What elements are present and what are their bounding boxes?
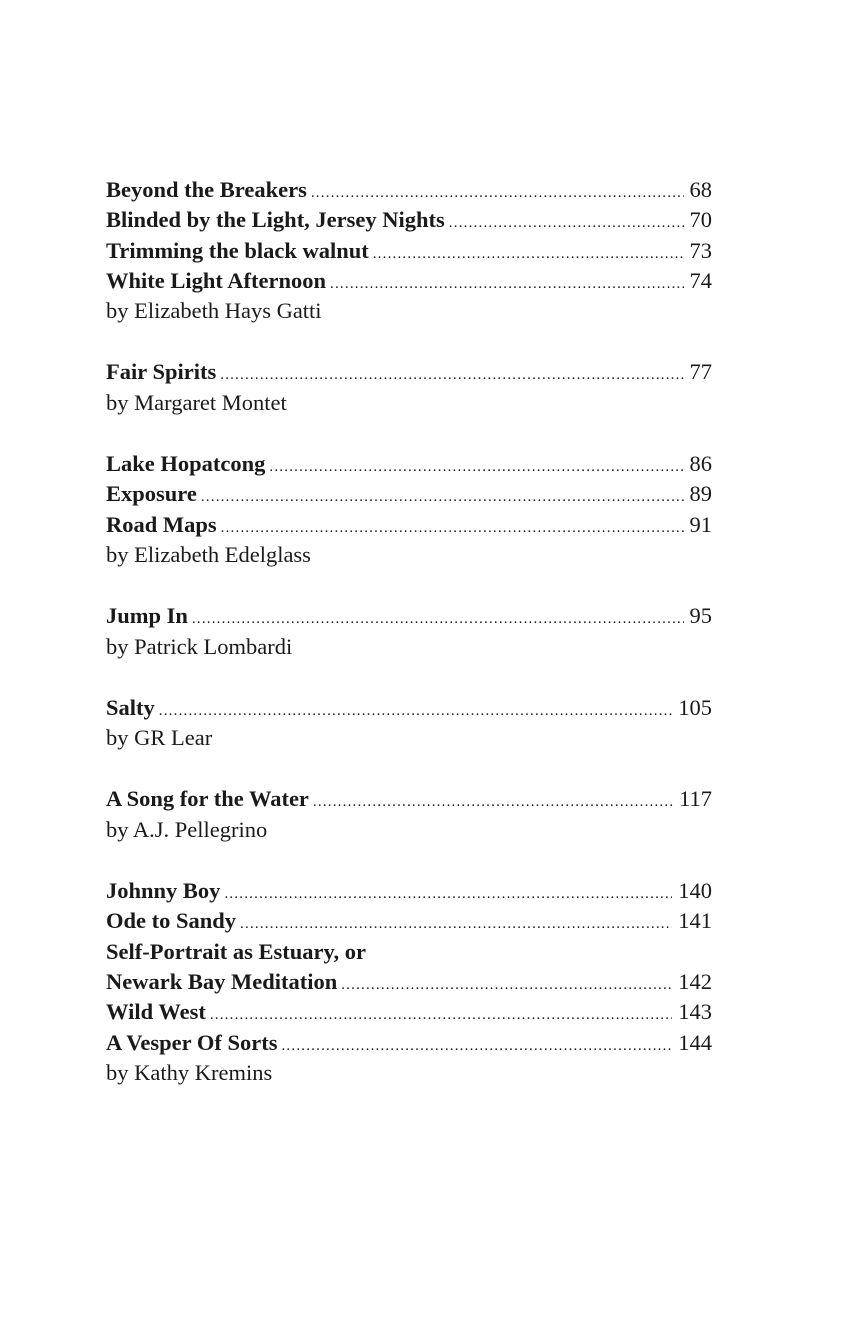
dot-leader (330, 269, 683, 299)
author-byline: by A.J. Pellegrino (106, 816, 268, 842)
entry-title: Blinded by the Light, Jersey Nights (106, 207, 445, 233)
entry-title: Johnny Boy (106, 878, 221, 904)
toc-entry (106, 205, 712, 235)
dot-leader (221, 513, 684, 543)
page-number: 73 (689, 237, 712, 263)
toc-entry (106, 997, 712, 1027)
dot-leader (159, 696, 672, 726)
dot-leader (240, 909, 672, 939)
entry-title: Newark Bay Meditation (106, 968, 338, 994)
toc-entry (106, 357, 712, 387)
entry-title: Ode to Sandy (106, 908, 237, 934)
toc-entry (106, 236, 712, 266)
toc-entry (106, 449, 712, 479)
author-byline: by Kathy Kremins (106, 1059, 273, 1085)
author-byline: by Elizabeth Edelglass (106, 541, 311, 567)
toc-group (106, 175, 712, 326)
dot-leader (373, 239, 684, 269)
entry-title: Fair Spirits (106, 359, 217, 385)
toc-entry (106, 266, 712, 296)
entry-title: Exposure (106, 481, 197, 507)
dot-leader (311, 178, 684, 208)
page-number: 77 (689, 359, 712, 385)
dot-leader (341, 970, 672, 1000)
author-byline: by GR Lear (106, 725, 213, 751)
entry-title: White Light Afternoon (106, 267, 327, 293)
page-number: 95 (689, 603, 712, 629)
dot-leader (269, 452, 683, 482)
toc-group (106, 876, 712, 1088)
dot-leader (210, 1000, 672, 1030)
dot-leader (224, 879, 672, 909)
dot-leader (220, 360, 683, 390)
toc-entry (106, 967, 712, 997)
author-byline: by Margaret Montet (106, 389, 287, 415)
toc-entry (106, 784, 712, 814)
page-number: 74 (689, 267, 712, 293)
dot-leader (192, 604, 684, 634)
toc-entry (106, 479, 712, 509)
page-number: 70 (689, 207, 712, 233)
toc-entry (106, 937, 712, 967)
dot-leader (313, 787, 673, 817)
page-number: 68 (689, 177, 712, 202)
page-number: 86 (689, 451, 712, 477)
author-byline: by Patrick Lombardi (106, 633, 293, 659)
toc-entry (106, 906, 712, 936)
page-number: 143 (678, 999, 712, 1025)
page-number: 141 (678, 908, 712, 934)
entry-title: Road Maps (106, 511, 217, 537)
page-number: 89 (689, 481, 712, 507)
dot-leader (281, 1031, 672, 1061)
toc-group (106, 357, 712, 418)
author-byline: by Elizabeth Hays Gatti (106, 298, 322, 324)
page-number: 91 (689, 511, 712, 537)
toc-entry (106, 693, 712, 723)
toc-group (106, 449, 712, 570)
entry-title: Salty (106, 694, 155, 720)
entry-title: Self-Portrait as Estuary, or (106, 938, 366, 964)
entry-title: A Vesper Of Sorts (106, 1029, 278, 1055)
page-number: 105 (678, 694, 712, 720)
toc-entry (106, 601, 712, 631)
page-number: 144 (678, 1029, 712, 1055)
toc-entry (106, 1028, 712, 1058)
toc-entry (106, 175, 712, 205)
dot-leader (201, 482, 684, 512)
toc-entry (106, 510, 712, 540)
page-number: 117 (679, 786, 712, 812)
page-number: 140 (678, 878, 712, 904)
dot-leader (449, 208, 684, 238)
entry-title: Beyond the Breakers (106, 177, 307, 202)
entry-title: Lake Hopatcong (106, 451, 266, 477)
entry-title: A Song for the Water (106, 786, 309, 812)
toc-group (106, 693, 712, 754)
entry-title: Trimming the black walnut (106, 237, 369, 263)
toc-group (106, 601, 712, 662)
table-of-contents (106, 175, 712, 1119)
entry-title: Jump In (106, 603, 188, 629)
page-number: 142 (678, 968, 712, 994)
entry-title: Wild West (106, 999, 206, 1025)
toc-group (106, 784, 712, 845)
toc-entry (106, 876, 712, 906)
